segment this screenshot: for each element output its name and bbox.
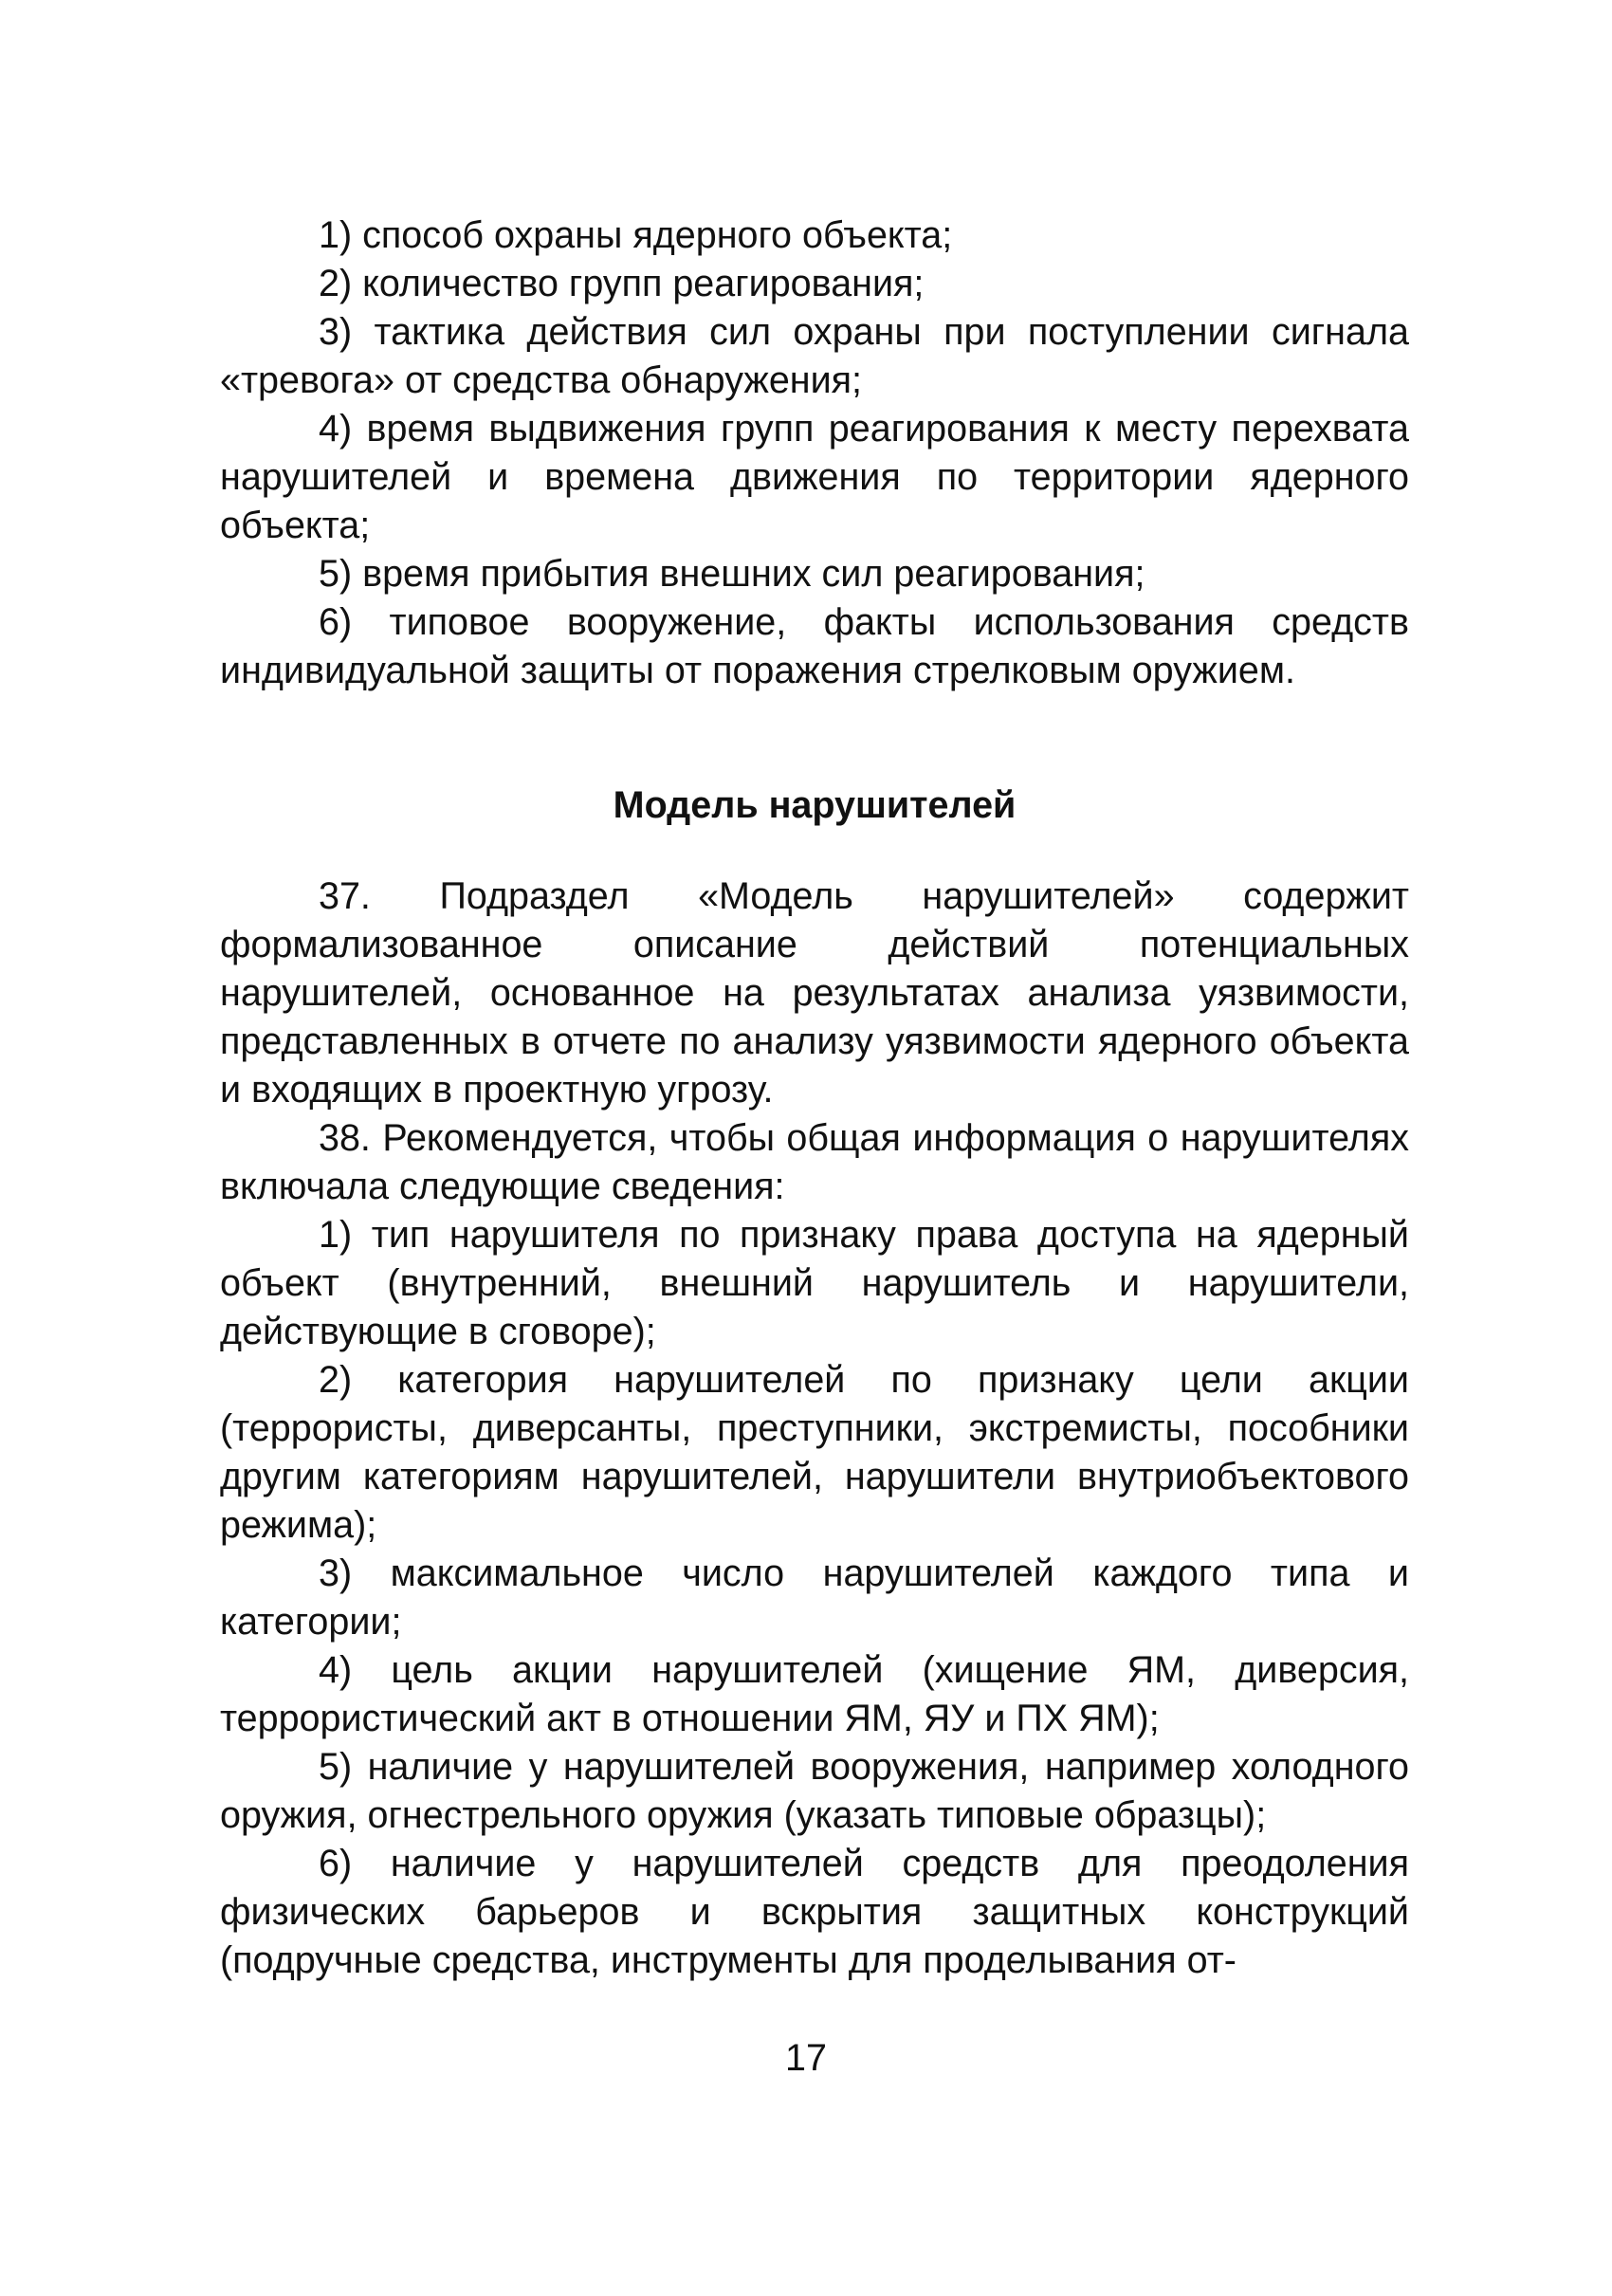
- list-item: 4) время выдвижения групп реагирования к месту перехвата нарушителей и времена движения по территории ядерного объекта;: [220, 408, 1409, 546]
- list-item: 3) максимальное число нарушителей каждого типа и категории;: [220, 1552, 1409, 1643]
- section-heading: Модель нарушителей: [613, 784, 1017, 826]
- list-item: 2) количество групп реагирования;: [319, 263, 925, 304]
- list-item: 1) тип нарушителя по признаку права доступа на ядерный объект (внутренний, внешний нарушитель и нарушители, действующие в сговоре);: [220, 1214, 1409, 1352]
- intruder-model-body: [220, 872, 1409, 1985]
- paragraph-38: 38. Рекомендуется, чтобы общая информация о нарушителях включала следующие сведения:: [220, 1117, 1409, 1207]
- list-item: 5) наличие у нарушителей вооружения, например холодного оружия, огнестрельного оружия (указать типовые образцы);: [220, 1746, 1409, 1836]
- list-item: 6) типовое вооружение, факты использования средств индивидуальной защиты от поражения стрелковым оружием.: [220, 601, 1409, 691]
- paragraph-37: 37. Подраздел «Модель нарушителей» содержит формализованное описание действий потенциальных нарушителей, основанное на результатах анализа уязвимости, представленных в отчете по анализу уязвимости ядерного объекта и входящих в проектную угрозу.: [220, 875, 1409, 1111]
- security-info-list: [220, 211, 1409, 695]
- page-number: 17: [785, 2037, 827, 2079]
- list-item: 3) тактика действия сил охраны при поступлении сигнала «тревога» от средства обнаружения;: [220, 311, 1409, 401]
- list-item: 2) категория нарушителей по признаку цели акции (террористы, диверсанты, преступники, экстремисты, пособники другим категориям нарушителей, нарушители внутриобъектового режима);: [220, 1359, 1409, 1546]
- list-item: 4) цель акции нарушителей (хищение ЯМ, диверсия, террористический акт в отношении ЯМ, ЯУ и ПХ ЯМ);: [220, 1649, 1409, 1739]
- list-item: 5) время прибытия внешних сил реагирования;: [319, 553, 1145, 595]
- list-item: 1) способ охраны ядерного объекта;: [319, 214, 953, 256]
- list-item: 6) наличие у нарушителей средств для преодоления физических барьеров и вскрытия защитных конструкций (подручные средства, инструменты для проделывания от-: [220, 1843, 1409, 1981]
